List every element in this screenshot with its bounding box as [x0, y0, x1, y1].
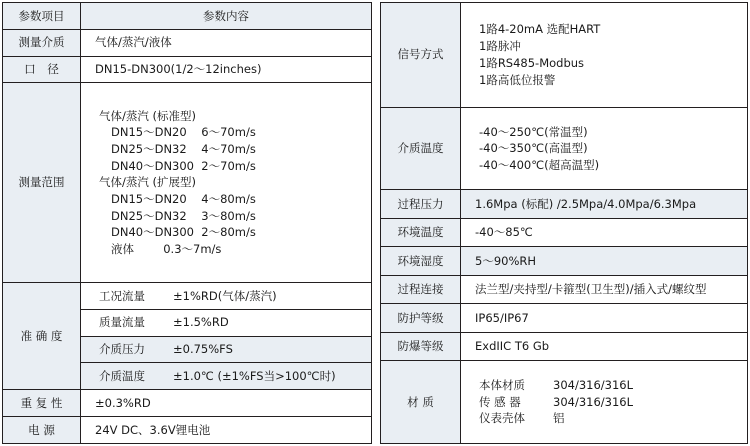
row-value-process-connection: 法兰型/夹持型/卡箍型(卫生型)/插入式/螺纹型 [461, 275, 748, 303]
medium-temperature-row [381, 107, 748, 190]
accuracy-item-value: ±1%RD(气体/蒸汽) [173, 288, 277, 303]
row-label-ambient-temp: 环境温度 [381, 218, 461, 246]
signal-line: 1路脉冲 [479, 39, 521, 54]
range-line: 气体/蒸汽 (标准型) [99, 108, 197, 123]
row-value-medium-temp [461, 107, 748, 190]
row-label-diameter: 口 径 [3, 56, 81, 83]
accuracy-row [3, 282, 372, 309]
measurement-range-row [3, 83, 372, 282]
header-col-content: 参数内容 [81, 3, 372, 30]
row-label-explosion-class: 防爆等级 [381, 332, 461, 360]
row-value-range [81, 83, 372, 282]
table-row [381, 218, 748, 246]
row-label-medium: 测量介质 [3, 29, 81, 56]
table-row [381, 275, 748, 303]
accuracy-working-flow [81, 282, 372, 309]
row-label-repeatability: 重 复 性 [3, 390, 81, 417]
material-item-name: 本体材质 [479, 378, 525, 393]
range-line: DN40～DN300 2～80m/s [111, 225, 256, 240]
table-row [3, 417, 372, 444]
range-line: DN15～DN20 4～80m/s [111, 192, 256, 207]
range-line: DN25～DN32 3～80m/s [111, 208, 256, 223]
row-label-material: 材 质 [381, 361, 461, 444]
range-line: DN25～DN32 4～70m/s [111, 142, 256, 157]
table-row [3, 56, 372, 83]
row-label-signal: 信号方式 [381, 3, 461, 108]
row-label-process-pressure: 过程压力 [381, 190, 461, 218]
range-line: DN40～DN300 2～70m/s [111, 158, 256, 173]
material-line [479, 394, 741, 411]
table-row [3, 390, 372, 417]
accuracy-item-name: 质量流量 [99, 315, 145, 330]
accuracy-item-name: 工况流量 [99, 288, 145, 303]
row-value-signal [461, 3, 748, 108]
row-value-protection-class: IP65/IP67 [461, 304, 748, 332]
table-row [381, 332, 748, 360]
signal-row [381, 3, 748, 108]
range-line: DN15～DN20 6～70m/s [111, 125, 256, 140]
row-label-range: 测量范围 [3, 83, 81, 282]
row-label-protection-class: 防护等级 [381, 304, 461, 332]
medium-temp-line: -40～400℃(超高温型) [479, 157, 600, 172]
material-item-name: 仪表壳体 [479, 411, 525, 426]
accuracy-item-value: ±1.0℃ (±1%FS当>100℃时) [173, 368, 336, 383]
signal-line: 1路高低位报警 [479, 72, 556, 87]
accuracy-mass-flow [81, 309, 372, 336]
range-line: 气体/蒸汽 (扩展型) [99, 175, 197, 190]
material-item-name: 传 感 器 [479, 394, 521, 409]
row-value-explosion-class: ExdIIC T6 Gb [461, 332, 748, 360]
table-header-row [3, 3, 372, 30]
accuracy-medium-pressure [81, 336, 372, 363]
accuracy-medium-temperature [81, 363, 372, 390]
accuracy-item-value: ±0.75%FS [173, 342, 233, 357]
signal-line: 1路4-20mA 选配HART [479, 22, 601, 37]
table-row [3, 29, 372, 56]
accuracy-item-name: 介质压力 [99, 342, 145, 357]
material-item-value: 304/316/316L [553, 394, 634, 409]
signal-line: 1路RS485-Modbus [479, 55, 585, 70]
row-label-medium-temp: 介质温度 [381, 107, 461, 190]
row-label-process-connection: 过程连接 [381, 275, 461, 303]
material-line [479, 377, 741, 394]
table-row [381, 247, 748, 275]
row-value-ambient-humidity: 5～90%RH [461, 247, 748, 275]
row-value-medium: 气体/蒸汽/液体 [81, 29, 372, 56]
header-col-item: 参数项目 [3, 3, 81, 30]
table-row [381, 304, 748, 332]
medium-temp-line: -40～350℃(高温型) [479, 141, 588, 156]
row-value-power: 24V DC、3.6V锂电池 [81, 417, 372, 444]
row-value-material [461, 361, 748, 444]
material-item-value: 304/316/316L [553, 378, 634, 393]
accuracy-item-name: 介质温度 [99, 368, 145, 383]
row-value-diameter: DN15-DN300(1/2～12inches) [81, 56, 372, 83]
row-value-repeatability: ±0.3%RD [81, 390, 372, 417]
table-row [381, 190, 748, 218]
medium-temp-line: -40～250℃(常温型) [479, 124, 588, 139]
row-value-ambient-temp: -40～85℃ [461, 218, 748, 246]
row-value-process-pressure: 1.6Mpa (标配) /2.5Mpa/4.0Mpa/6.3Mpa [461, 190, 748, 218]
material-item-value: 铝 [553, 411, 565, 426]
material-row [381, 361, 748, 444]
row-label-power: 电 源 [3, 417, 81, 444]
row-label-ambient-humidity: 环境湿度 [381, 247, 461, 275]
accuracy-item-value: ±1.5%RD [173, 315, 229, 330]
row-label-accuracy: 准 确 度 [3, 282, 81, 389]
material-line [479, 410, 741, 427]
right-parameter-table [380, 2, 748, 444]
left-parameter-table [2, 2, 372, 444]
range-line: 液体 0.3～7m/s [111, 242, 222, 257]
